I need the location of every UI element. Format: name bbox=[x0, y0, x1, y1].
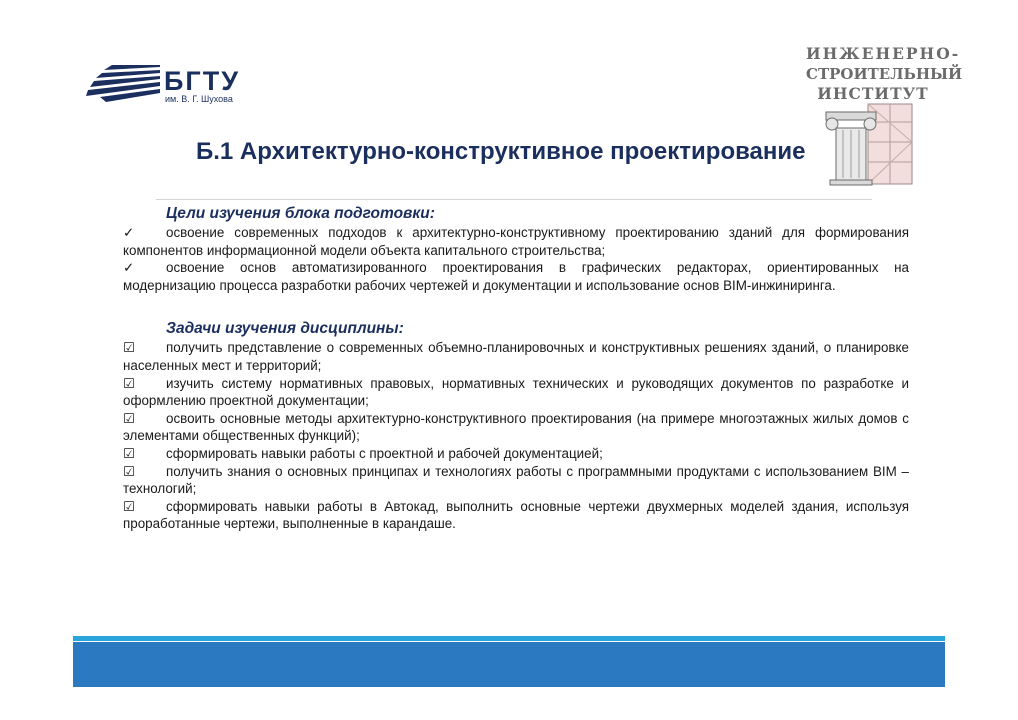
content-block bbox=[123, 203, 909, 533]
checkbox-checked-icon: ☑ bbox=[123, 375, 136, 391]
footer-accent-line bbox=[73, 636, 945, 641]
task-text: изучить систему нормативных правовых, нормативных технических и руководящих документов по разработке и оформлению проектной документации; bbox=[123, 375, 909, 409]
bgtu-subtitle: им. В. Г. Шухова bbox=[165, 94, 233, 104]
task-item bbox=[123, 375, 909, 410]
task-item bbox=[123, 463, 909, 498]
task-text: получить знания о основных принципах и технологиях работы с программными продуктами с использованием BIM – технологий; bbox=[123, 463, 909, 497]
bgtu-stripes-icon bbox=[86, 62, 164, 112]
bgtu-name: БГТУ bbox=[164, 66, 241, 96]
task-text: освоить основные методы архитектурно-конструктивного проектирования (на примере многоэтажных жилых домов с элементами общественных функций); bbox=[123, 410, 909, 444]
checkbox-checked-icon: ☑ bbox=[123, 340, 136, 356]
institute-line-2: СТРОИТЕЛЬНЫЙ bbox=[806, 65, 963, 83]
task-item bbox=[123, 410, 909, 445]
checkbox-checked-icon: ☑ bbox=[123, 463, 136, 479]
goal-item bbox=[123, 259, 909, 294]
tasks-heading: Задачи изучения дисциплины: bbox=[166, 320, 404, 338]
goal-item bbox=[123, 224, 909, 259]
institute-line-3: ИНСТИТУТ bbox=[817, 84, 929, 103]
task-item bbox=[123, 498, 909, 533]
task-text: сформировать навыки работы в Автокад, выполнить основные чертежи двухмерных моделей здания, используя проработанные чертежи, выполненные в карандаше. bbox=[123, 498, 909, 532]
checkbox-checked-icon: ☑ bbox=[123, 498, 136, 514]
page-title: Б.1 Архитектурно-конструктивное проектирование bbox=[196, 138, 806, 165]
goal-text: освоение основ автоматизированного проектирования в графических редакторах, ориентированных на модернизацию процесса разработки рабочих чертежей и документации и использование основ BIM-инжиниринга. bbox=[123, 260, 909, 293]
task-item bbox=[123, 445, 909, 463]
task-item bbox=[123, 339, 909, 374]
task-text: сформировать навыки работы с проектной и рабочей документацией; bbox=[166, 445, 603, 461]
goals-heading: Цели изучения блока подготовки: bbox=[166, 205, 435, 222]
checkmark-icon: ✓ bbox=[123, 225, 135, 240]
goal-text: освоение современных подходов к архитектурно-конструктивному проектированию зданий для формирования компонентов информационной модели объекта капитального строительства; bbox=[123, 225, 909, 258]
checkbox-checked-icon: ☑ bbox=[123, 410, 136, 426]
bgtu-logo bbox=[86, 62, 256, 112]
checkbox-checked-icon: ☑ bbox=[123, 445, 136, 461]
institute-logo bbox=[806, 44, 963, 104]
task-text: получить представление о современных объемно-планировочных и конструктивных решениях зданий, о планировке населенных мест и территорий; bbox=[123, 340, 909, 373]
checkmark-icon: ✓ bbox=[123, 260, 135, 276]
institute-line-1: ИНЖЕНЕРНО- bbox=[806, 44, 961, 63]
column-icon bbox=[824, 102, 916, 186]
title-divider bbox=[156, 199, 872, 200]
footer-bar bbox=[73, 642, 945, 687]
